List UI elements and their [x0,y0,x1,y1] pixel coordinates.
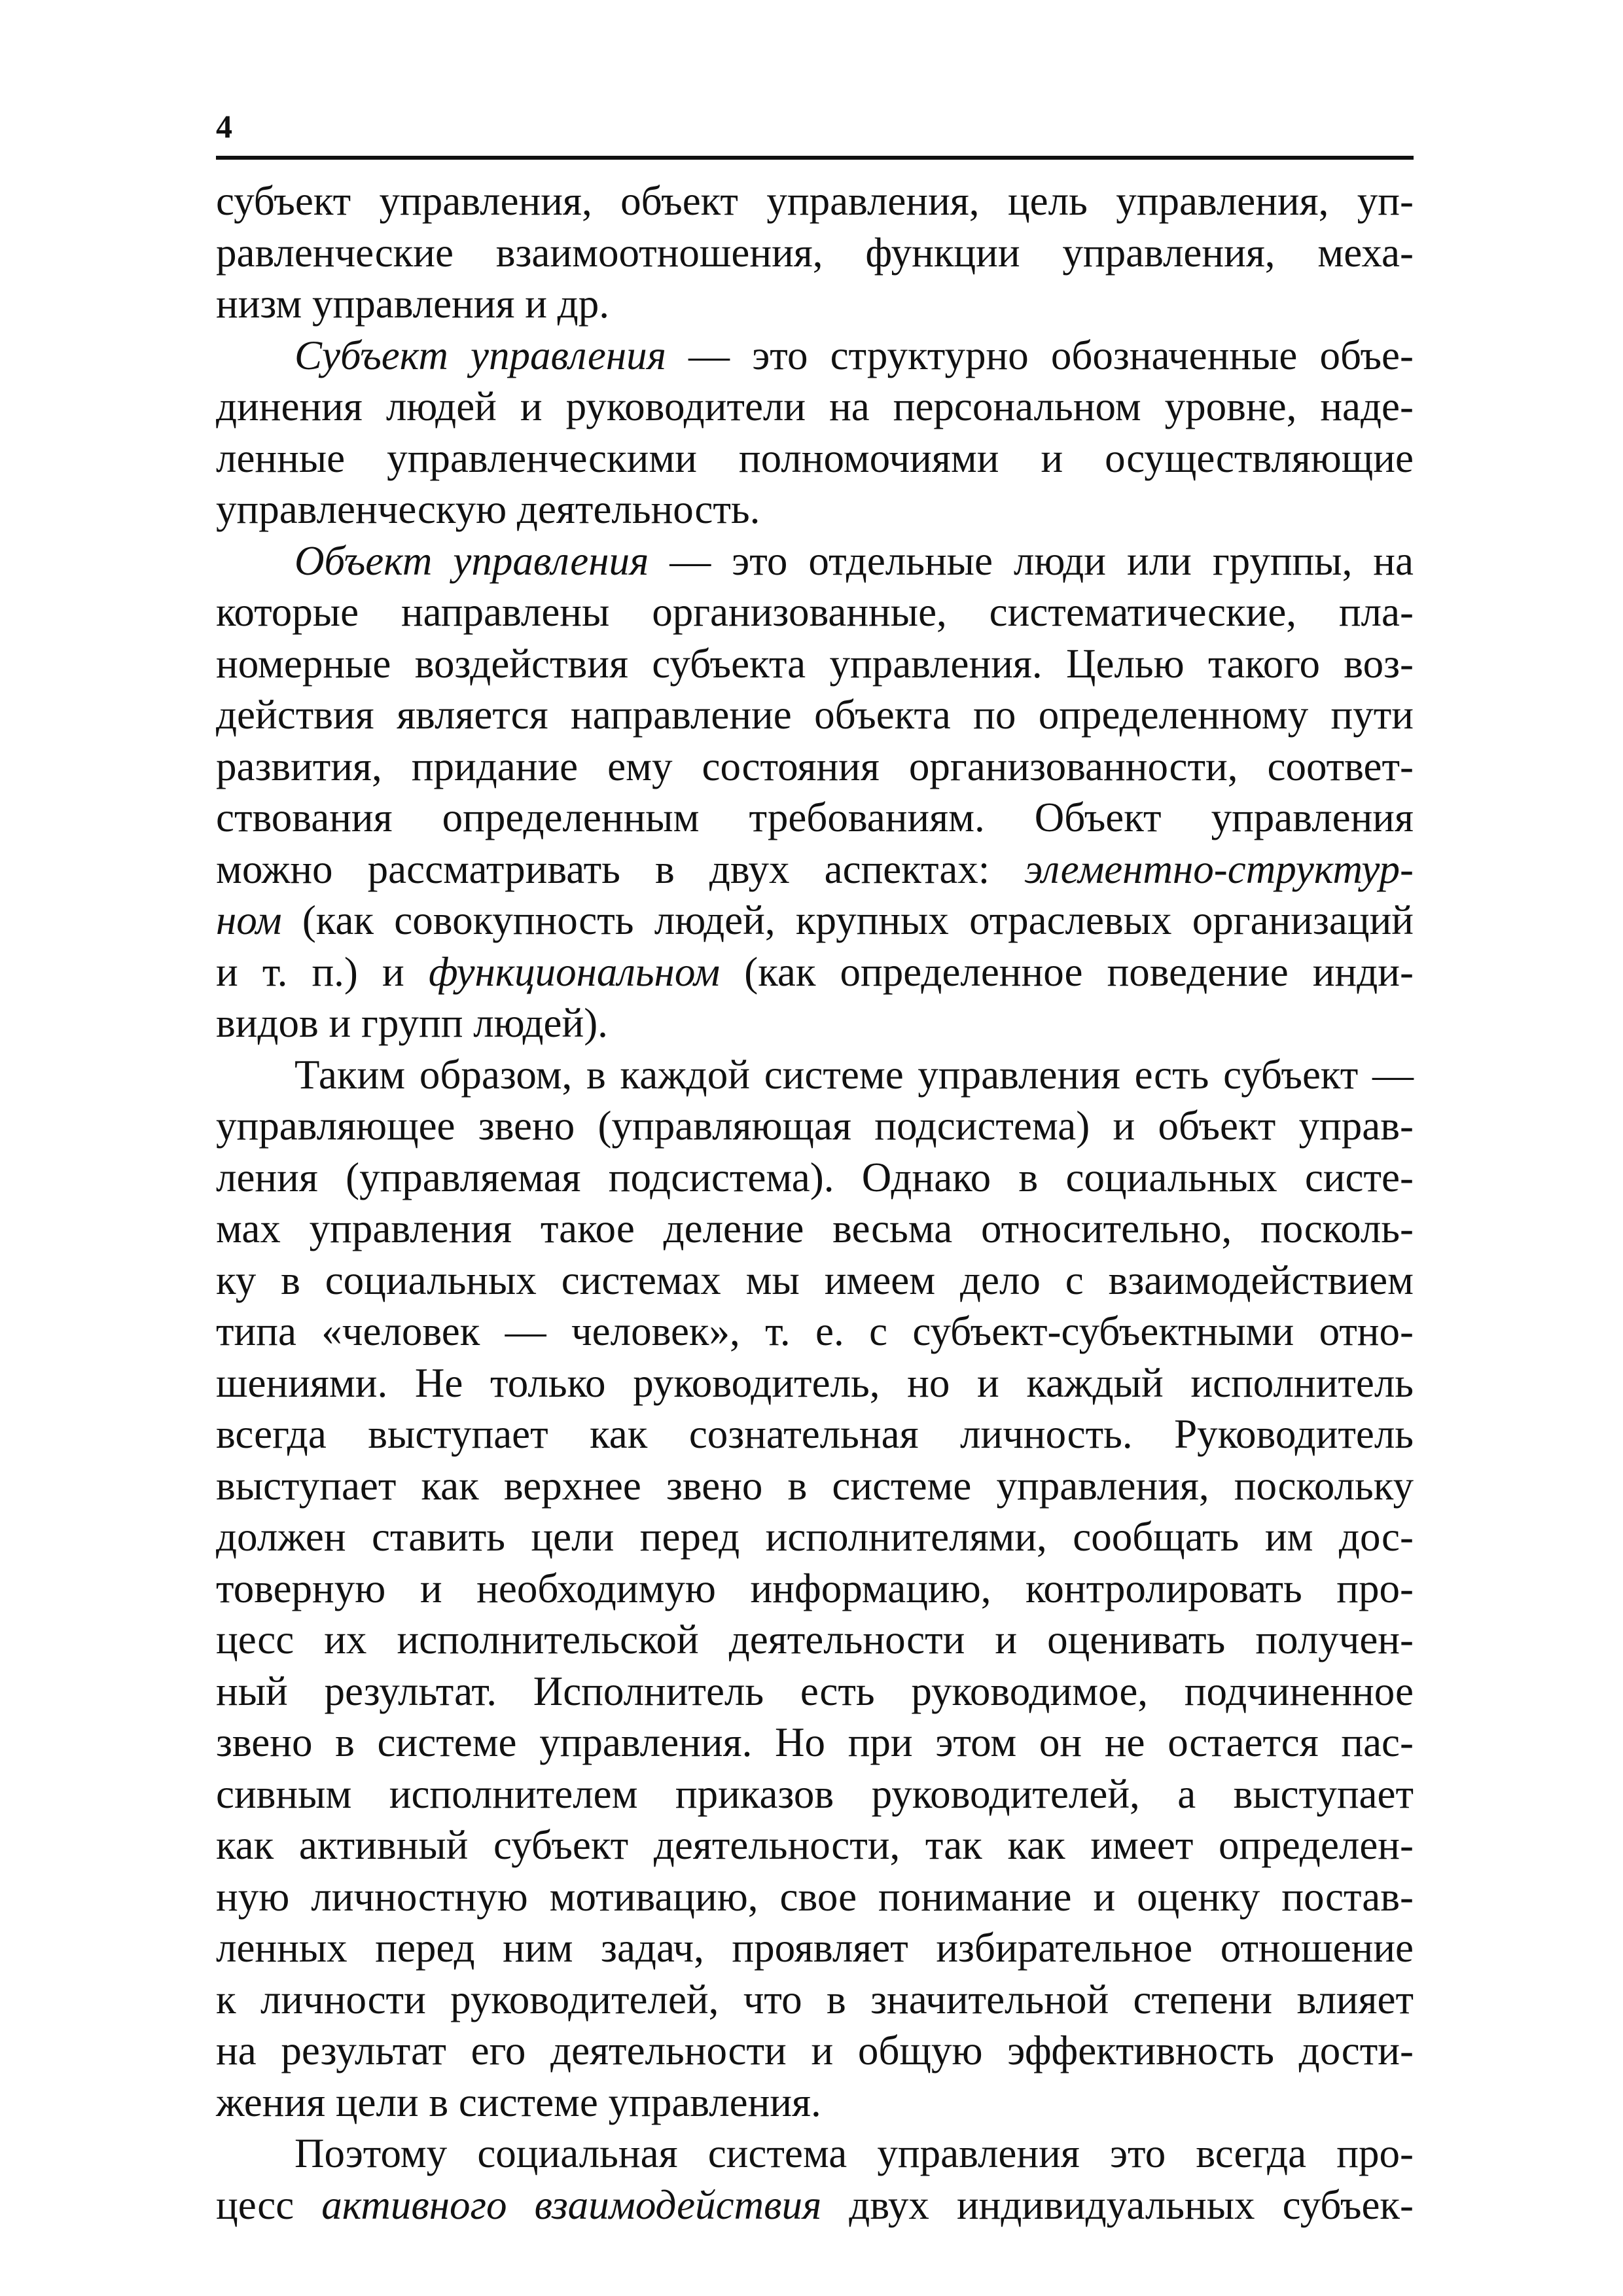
text-segment: Таким образом, в каждой системе управления есть субъект — [294,1051,1414,1098]
text-line [216,1768,1414,1820]
text-line [216,2128,1414,2179]
text-segment: на результат его деятельности и общую эффективность дости- [216,2028,1414,2073]
text-segment: ления (управляемая подсистема). Однако в социальных систе- [216,1154,1414,1200]
text-segment: выступает как верхнее звено в системе управления, поскольку [216,1462,1414,1509]
text-line [216,433,1414,484]
text-segment: мах управления такое деление весьма относительно, посколь- [216,1206,1414,1251]
text-segment: — это отдельные люди или группы, на [649,537,1414,584]
text-line [216,1820,1414,1871]
text-segment: шениями. Не только руководитель, но и каждый исполнитель [216,1359,1414,1406]
italic-term: Субъект управления [294,332,666,378]
text-segment: цесс [216,2181,322,2228]
italic-term: Объект управления [294,537,649,584]
page-number: 4 [216,108,232,145]
text-line [216,1563,1414,1615]
text-segment: ствования определенным требованиям. Объект управления [216,795,1414,840]
text-line [216,1100,1414,1152]
text-segment: развития, придание ему состояния организованности, соответ- [216,743,1414,789]
text-segment: ный результат. Исполнитель есть руководимое, подчиненное [216,1668,1414,1714]
text-line [216,689,1414,741]
text-segment: товерную и необходимую информацию, контролировать про- [216,1565,1414,1611]
text-segment: звено в системе управления. Но при этом он не остается пас- [216,1719,1414,1765]
text-segment: (как определенное поведение инди- [720,948,1414,995]
text-segment: (как совокупность людей, крупных отраслевых организаций [281,897,1414,943]
text-segment: динения людей и руководители на персональном уровне, наде- [216,384,1414,429]
text-line [216,1357,1414,1409]
text-segment: можно рассматривать в двух аспектах: [216,846,1025,892]
text-line [216,330,1414,382]
italic-term: ном [216,897,282,943]
text-line [216,638,1414,690]
header-rule [216,156,1414,160]
text-line [216,1203,1414,1255]
text-line [216,1408,1414,1460]
text-segment: двух индивидуальных субъек- [821,2181,1414,2228]
text-segment: должен ставить цели перед исполнителями, сообщать им дос- [216,1514,1414,1560]
text-line [216,381,1414,433]
text-line [216,1717,1414,1768]
text-line [216,175,1414,227]
text-segment: ную личностную мотивацию, свое понимание и оценку постав- [216,1873,1414,1920]
text-line [216,1922,1414,1974]
text-line [216,792,1414,844]
text-segment: жения цели в системе управления. [216,2079,821,2125]
text-segment: низм управления и др. [216,281,609,327]
text-line [216,895,1414,946]
text-segment: видов и групп людей). [216,1000,608,1046]
text-line [216,1614,1414,1666]
text-segment: — это структурно обозначенные объе- [666,332,1414,378]
text-line [216,1871,1414,1923]
text-segment: действия является направление объекта по определенному пути [216,692,1414,738]
text-segment: сивным исполнителем приказов руководителей, а выступает [216,1770,1414,1817]
text-line [216,1255,1414,1306]
text-segment: цесс их исполнительской деятельности и оценивать получен- [216,1617,1414,1662]
text-segment: ку в социальных системах мы имеем дело с взаимодействием [216,1257,1414,1303]
text-line [216,484,1414,535]
text-line [216,1152,1414,1204]
text-line [216,1306,1414,1357]
text-segment: Поэтому социальная система управления это всегда про- [294,2130,1414,2176]
text-segment: субъект управления, объект управления, цель управления, уп- [216,178,1414,224]
text-line [216,1666,1414,1717]
text-line [216,2025,1414,2077]
italic-term: функциональном [428,948,721,995]
text-line [216,741,1414,793]
text-segment: как активный субъект деятельности, так как имеет определен- [216,1822,1414,1868]
text-line [216,2077,1414,2128]
text-line [216,946,1414,998]
text-segment: и т. п.) и [216,948,429,995]
text-segment: равленческие взаимоотношения, функции управления, меха- [216,229,1414,276]
text-line [216,1049,1414,1101]
text-line [216,586,1414,638]
text-line [216,1460,1414,1512]
text-segment: ленных перед ним задач, проявляет избирательное отношение [216,1925,1414,1971]
text-line [216,278,1414,330]
italic-term: элементно-структур- [1024,846,1414,892]
text-segment: номерные воздействия субъекта управления. Целью такого воз- [216,640,1414,687]
text-segment: типа «человек — человек», т. е. с субъект-субъектными отно- [216,1308,1414,1354]
text-segment: управляющее звено (управляющая подсистема) и объект управ- [216,1103,1414,1149]
text-segment: ленные управленческими полномочиями и осуществляющие [216,435,1414,481]
text-line [216,1511,1414,1563]
text-segment: к личности руководителей, что в значительной степени влияет [216,1976,1414,2022]
text-line [216,2179,1414,2231]
text-line [216,227,1414,279]
text-segment: управленческую деятельность. [216,486,760,532]
text-line [216,1974,1414,2026]
text-line [216,535,1414,587]
text-line [216,997,1414,1049]
italic-term: активного взаимодействия [321,2181,822,2228]
text-segment: всегда выступает как сознательная личность. Руководитель [216,1411,1414,1457]
body-text [216,175,1414,2231]
text-segment: которые направлены организованные, систематические, пла- [216,589,1414,635]
text-line [216,844,1414,895]
